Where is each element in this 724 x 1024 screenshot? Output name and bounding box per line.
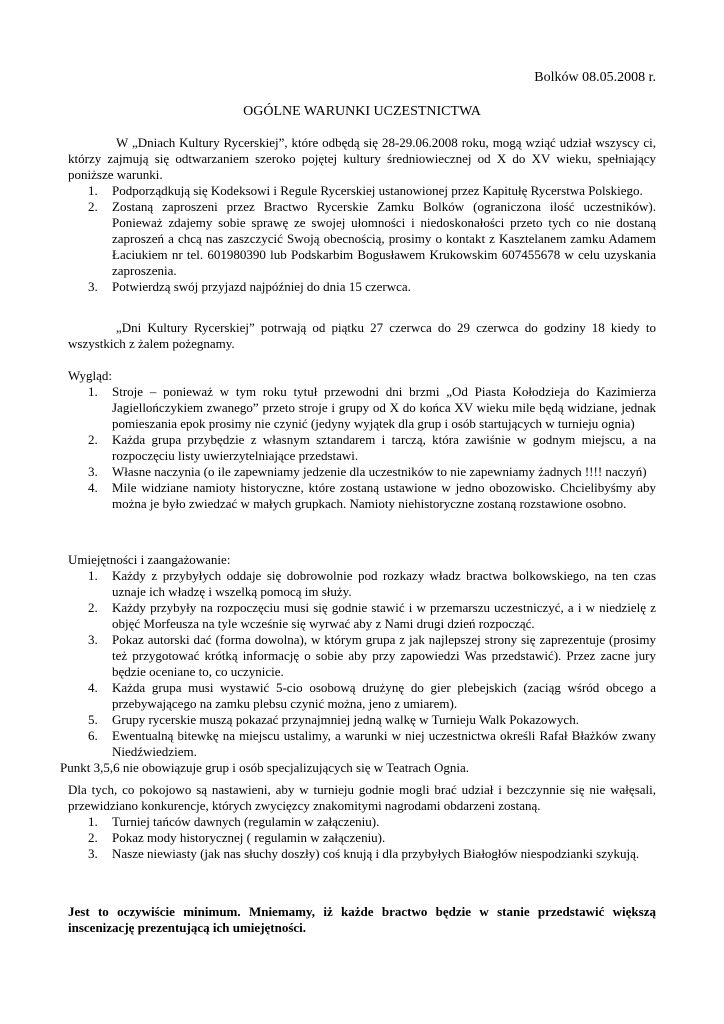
document-date: Bolków 08.05.2008 r. [534, 70, 656, 85]
conditions-list [68, 183, 656, 295]
skills-note: Punkt 3,5,6 nie obowiązuje grup i osób specjalizujących się w Teatrach Ognia. [60, 760, 469, 775]
intro-section [68, 135, 656, 295]
closing-section [68, 904, 656, 936]
duration-paragraph: „Dni Kultury Rycerskiej” potrwają od piątku 27 czerwca do 29 czerwca do godziny 18 kiedy to wszystkich z żalem pożegnamy. [68, 320, 656, 351]
competitions-list [68, 814, 656, 862]
list-item: 5. Grupy rycerskie muszą pokazać przynajmniej jedną walkę w Turnieju Walk Pokazowych. [88, 712, 579, 727]
appearance-list [68, 384, 656, 512]
list-item: 3. Nasze niewiasty (jak nas słuchy doszły) coś knują i dla przybyłych Białogłów niespodzianki szykują. [88, 846, 640, 861]
list-item: 2. Każda grupa przybędzie z własnym sztandarem i tarczą, która zawiśnie w godnym miejscu, a na rozpoczęciu listy uwierzytelniające przedstawi. [88, 432, 656, 463]
duration-section [68, 320, 656, 352]
list-item: 2. Pokaz mody historycznej ( regulamin w załączeniu). [88, 830, 386, 845]
list-item: 1. Każdy z przybyłych oddaje się dobrowolnie pod rozkazy władz bractwa bolkowskiego, na ten czas uznaje ich władzę i wszelką pomocą im służy. [88, 568, 656, 599]
list-item: 6. Ewentualną bitewkę na miejscu ustalimy, a warunki w niej uczestnictwa określi Rafał Błażków zwany Niedźwiedziem. [88, 728, 656, 759]
list-item: 2. Zostaną zaproszeni przez Bractwo Rycerskie Zamku Bolków (ograniczona ilość uczestników). Ponieważ zdajemy sobie sprawę ze swojej ułomności i niedoskonałości przeto tych co nie dostaną zaproszeń a chcą nas zaszczycić Swoją obecnością, prosimy o kontakt z Kasztelanem zamku Adamem Łaciukiem nr tel. 601980390 lub Podskarbim Bogusławem Krukowskim 607455678 w celu uzyskania zaproszenia. [88, 199, 656, 278]
skills-heading: Umiejętności i zaangażowanie: [68, 552, 231, 567]
list-item: 3. Własne naczynia (o ile zapewniamy jedzenie dla uczestników to nie zapewniamy żadnych !!!! naczyń) [88, 464, 647, 479]
list-item: 3. Potwierdzą swój przyjazd najpóźniej do dnia 15 czerwca. [88, 279, 411, 294]
appearance-heading: Wygląd: [68, 368, 112, 383]
skills-list [68, 568, 656, 760]
list-item: 4. Każda grupa musi wystawić 5-cio osobową drużynę do gier plebejskich (zaciąg wśród obcego a przebywającego na zamku plebsu czynić można, jeno z umiarem). [88, 680, 656, 711]
appearance-section [68, 368, 656, 512]
list-item: 1. Turniej tańców dawnych (regulamin w załączeniu). [88, 814, 380, 829]
list-item: 4. Mile widziane namioty historyczne, które zostaną ustawione w jedno obozowisko. Chcielibyśmy aby można je było zwiedzać w małych grupkach. Namioty niehistoryczne zostaną rozstawione osobno. [88, 480, 656, 511]
list-item: 1. Podporządkują się Kodeksowi i Regule Rycerskiej ustanowionej przez Kapitułę Rycerstwa Polskiego. [88, 183, 643, 198]
intro-paragraph: W „Dniach Kultury Rycerskiej”, które odbędą się 28-29.06.2008 roku, mogą wziąć udział wszyscy ci, którzy zajmują się odtwarzaniem szeroko pojętej kultury średniowiecznej od X do XV wieku, spełniający poniższe warunki. [68, 135, 656, 182]
competitions-intro: Dla tych, co pokojowo są nastawieni, aby w turnieju godnie mogli brać udział i bezczynnie się nie wałęsali, przewidziano konkurencje, których zwycięzcy znakomitymi nagrodami obdarzeni zostaną. [68, 782, 656, 813]
competitions-section [68, 782, 656, 862]
list-item: 1. Stroje – ponieważ w tym roku tytuł przewodni dni brzmi „Od Piasta Kołodzieja do Kazimierza Jagiellończykiem zwanego” przeto stroje i grupy od X do końca XV wieku mile będą widziane, jednak pomieszania epok prosimy nie czynić (jedyny wyjątek dla grup i osób startujących w turnieju ognia) [88, 384, 656, 431]
document-title: OGÓLNE WARUNKI UCZESTNICTWA [243, 104, 481, 119]
list-item: 2. Każdy przybyły na rozpoczęciu musi się godnie stawić i w przemarszu uczestniczyć, a i w niedzielę z objęć Morfeusza na tyle wcześnie się wyrwać aby z Nami drugi dzień rozpocząć. [88, 600, 656, 631]
closing-paragraph: Jest to oczywiście minimum. Mniemamy, iż każde bractwo będzie w stanie przedstawić większą inscenizację prezentującą ich umiejętności. [68, 904, 656, 935]
skills-section [60, 552, 656, 776]
list-item: 3. Pokaz autorski dać (forma dowolna), w którym grupa z jak najlepszej strony się zaprezentuje (prosimy też przygotować krótką informację o sobie aby przy zapowiedzi Was przedstawić). Przez zacne jury będzie oceniane to, co uczynicie. [88, 632, 656, 679]
